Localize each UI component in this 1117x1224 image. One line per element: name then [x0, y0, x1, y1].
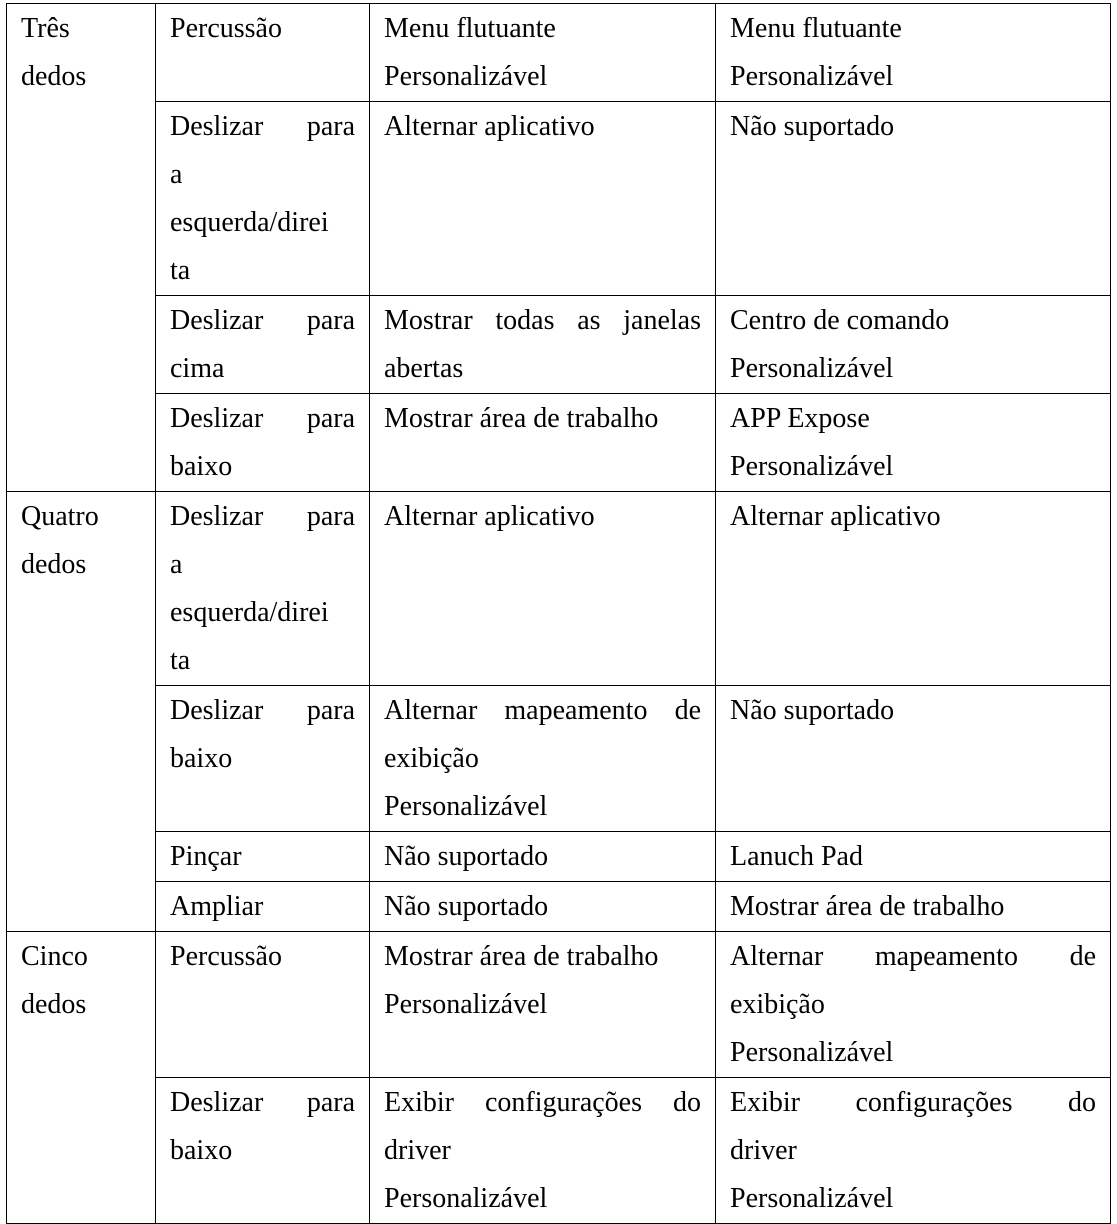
col3-cell: Mostrar área de trabalho Personalizável [370, 932, 716, 1078]
action-cell: Ampliar [156, 882, 370, 932]
col4-cell: Exibir configurações do driver Personalizável [716, 1078, 1111, 1224]
col3-cell: Exibir configurações do driver Personalizável [370, 1078, 716, 1224]
col3-cell: Menu flutuante Personalizável [370, 4, 716, 102]
table-row [7, 4, 1111, 102]
fingers-cell-tres: Três dedos [7, 4, 156, 492]
action-cell: Deslizar para baixo [156, 1078, 370, 1224]
col4-cell: Não suportado [716, 102, 1111, 296]
action-cell: Deslizar para baixo [156, 686, 370, 832]
col4-cell: Alternar mapeamento de exibição Personalizável [716, 932, 1111, 1078]
col3-cell: Alternar mapeamento de exibição Personalizável [370, 686, 716, 832]
col4-cell: Mostrar área de trabalho [716, 882, 1111, 932]
fingers-cell-cinco: Cinco dedos [7, 932, 156, 1224]
col3-cell: Alternar aplicativo [370, 492, 716, 686]
table-row [7, 394, 1111, 492]
col4-cell: Alternar aplicativo [716, 492, 1111, 686]
col4-cell: Lanuch Pad [716, 832, 1111, 882]
action-cell: Percussão [156, 932, 370, 1078]
table-row [7, 102, 1111, 296]
col4-cell: APP Expose Personalizável [716, 394, 1111, 492]
table-row [7, 686, 1111, 832]
col4-cell: Centro de comando Personalizável [716, 296, 1111, 394]
action-cell: Deslizar para baixo [156, 394, 370, 492]
table-row [7, 932, 1111, 1078]
col4-cell: Não suportado [716, 686, 1111, 832]
fingers-cell-quatro: Quatro dedos [7, 492, 156, 932]
col3-cell: Mostrar todas as janelas abertas [370, 296, 716, 394]
table-row [7, 832, 1111, 882]
col4-cell: Menu flutuante Personalizável [716, 4, 1111, 102]
col3-cell: Mostrar área de trabalho [370, 394, 716, 492]
table-row [7, 296, 1111, 394]
col3-cell: Não suportado [370, 832, 716, 882]
table-row [7, 492, 1111, 686]
table-row [7, 1078, 1111, 1224]
gesture-table [6, 3, 1111, 1224]
action-cell: Deslizar para a esquerda/direi ta [156, 102, 370, 296]
col3-cell: Alternar aplicativo [370, 102, 716, 296]
col3-cell: Não suportado [370, 882, 716, 932]
action-cell: Pinçar [156, 832, 370, 882]
action-cell: Deslizar para a esquerda/direi ta [156, 492, 370, 686]
action-cell: Deslizar para cima [156, 296, 370, 394]
table-row [7, 882, 1111, 932]
action-cell: Percussão [156, 4, 370, 102]
